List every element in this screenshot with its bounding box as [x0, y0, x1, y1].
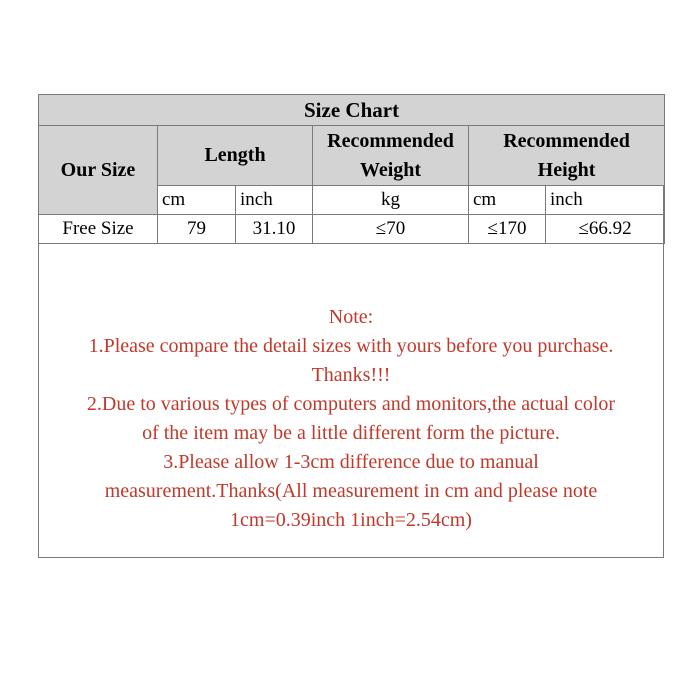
- note-line-1: 1.Please compare the detail sizes with yours before you purchase.: [88, 335, 614, 357]
- note-line-4: of the item may be a little different form the picture.: [142, 422, 560, 444]
- size-chart-table: [38, 94, 665, 244]
- note-line-2: Thanks!!!: [311, 364, 391, 386]
- header-our-size: Our Size: [39, 126, 158, 215]
- size-chart-document: [38, 94, 664, 558]
- chart-title: Size Chart: [39, 95, 665, 126]
- unit-height-inch: inch: [546, 186, 665, 215]
- note-line-3: 2.Due to various types of computers and monitors,the actual color: [86, 393, 616, 415]
- header-length: Length: [158, 126, 313, 186]
- note-line-7: 1cm=0.39inch 1inch=2.54cm): [230, 509, 472, 531]
- header-height-line1: Recommended: [503, 129, 630, 152]
- header-height-line2: Height: [537, 158, 596, 181]
- unit-height-cm: cm: [469, 186, 546, 215]
- header-weight-line2: Weight: [359, 158, 422, 181]
- note-line-6: measurement.Thanks(All measurement in cm and please note: [104, 480, 598, 502]
- row-size: Free Size: [39, 215, 158, 244]
- header-weight-line1: Recommended: [327, 129, 454, 152]
- notes-section: [39, 303, 663, 535]
- row-weight-kg: ≤70: [313, 215, 469, 244]
- header-recommended-weight: [313, 126, 469, 186]
- unit-length-inch: inch: [236, 186, 313, 215]
- row-length-inch: 31.10: [236, 215, 313, 244]
- row-length-cm: 79: [158, 215, 236, 244]
- note-line-5: 3.Please allow 1-3cm difference due to manual: [163, 451, 539, 473]
- unit-weight-kg: kg: [313, 186, 469, 215]
- row-height-cm: ≤170: [469, 215, 546, 244]
- row-height-inch: ≤66.92: [546, 215, 665, 244]
- note-heading: Note:: [328, 306, 374, 328]
- table-row: [39, 215, 665, 244]
- header-recommended-height: [469, 126, 665, 186]
- unit-length-cm: cm: [158, 186, 236, 215]
